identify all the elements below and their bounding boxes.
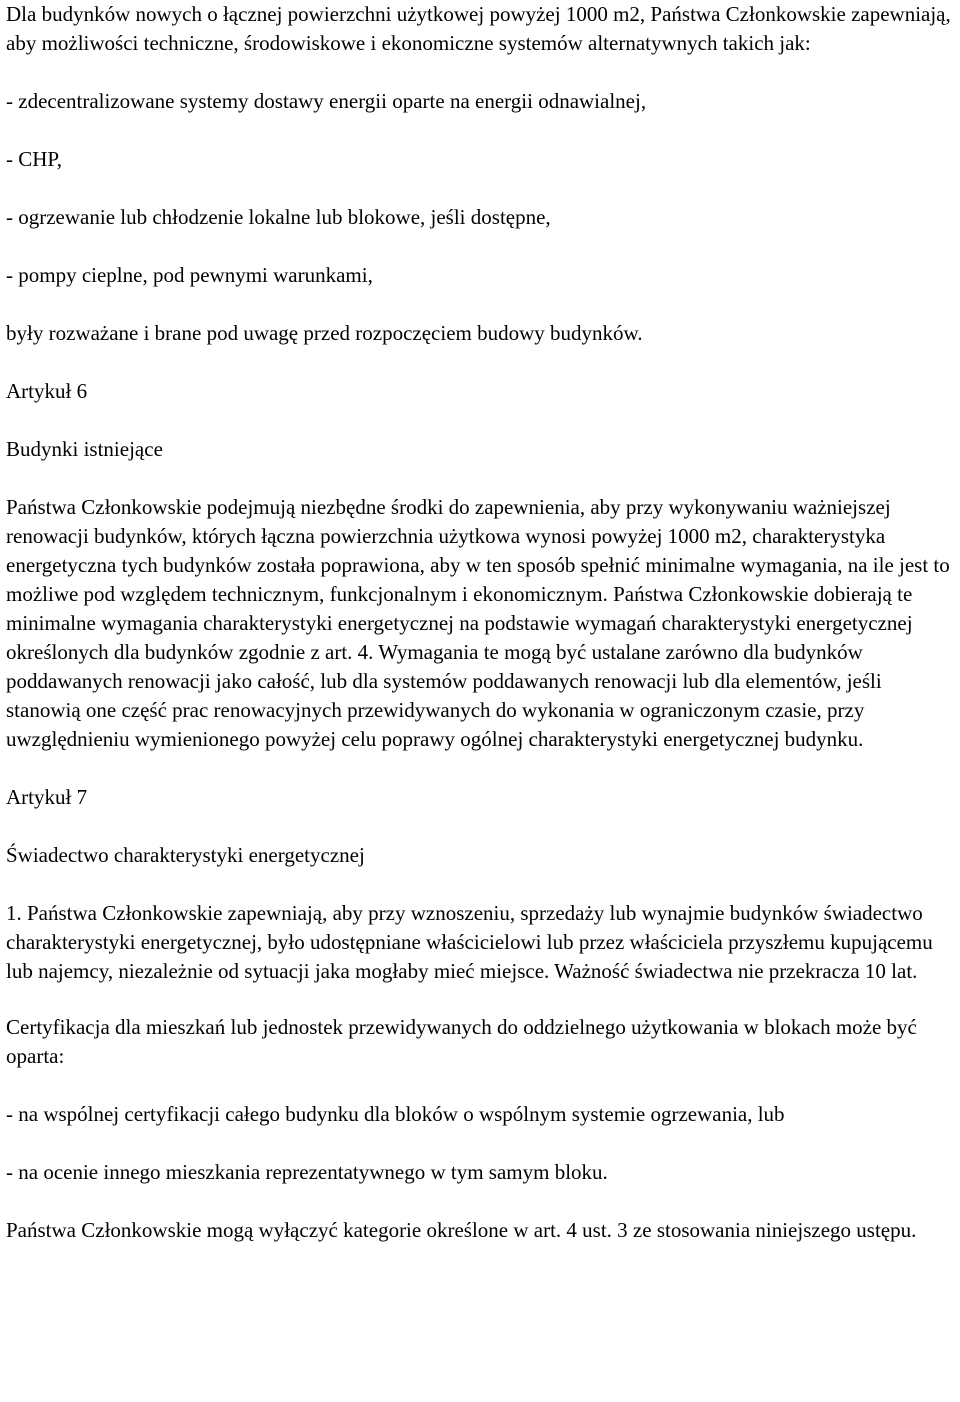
certification-paragraph: Certyfikacja dla mieszkań lub jednostek przewidywanych do oddzielnego użytkowania w blokach może być oparta: [6,1015,917,1068]
article-7-subheading: Świadectwo charakterystyki energetycznej [6,843,365,867]
article-6-heading: Artykuł 6 [6,379,88,403]
document-page [6,0,956,1245]
certification-option-shared: - na wspólnej certyfikacji całego budynku dla bloków o wspólnym systemie ogrzewania, lub [6,1102,785,1126]
certification-option-representative: - na ocenie innego mieszkania reprezentatywnego w tym samym bloku. [6,1160,608,1184]
article-6-body: Państwa Członkowskie podejmują niezbędne środki do zapewnienia, aby przy wykonywaniu ważniejszej renowacji budynków, których łączna powierzchnia użytkowa wynosi powyżej 1000 m2, charakterystyka energetyczna tych budynków została poprawiona, aby w ten sposób spełnić minimalne wymagania, na ile jest to możliwe pod względem technicznym, funkcjonalnym i ekonomicznym. Państwa Członkowskie dobierają te minimalne wymagania charakterystyki energetycznej na podstawie wymagań charakterystyki energetycznej określonych dla budynków zgodnie z art. 4. Wymagania te mogą być ustalane zarówno dla budynków poddawanych renowacji jako całość, lub dla systemów poddawanych renowacji lub dla elementów, jeśli stanowią one część prac renowacyjnych przewidywanych do wykonania w ograniczonym czasie, przy uwzględnieniu wymienionego powyżej celu poprawy ogólnej charakterystyki energetycznej budynku. [6,495,950,751]
list-item-district-heating: - ogrzewanie lub chłodzenie lokalne lub blokowe, jeśli dostępne, [6,205,551,229]
list-item-renewable: - zdecentralizowane systemy dostawy energii oparte na energii odnawialnej, [6,89,647,113]
list-item-chp: - CHP, [6,147,63,171]
article-7-heading: Artykuł 7 [6,785,88,809]
article-7-point-1: 1. Państwa Członkowskie zapewniają, aby przy wznoszeniu, sprzedaży lub wynajmie budynków świadectwo charakterystyki energetycznej, było udostępniane właścicielowi lub przez właściciela przyszłemu kupującemu lub najemcy, niezależnie od sytuacji jaka mogłaby mieć miejsce. Ważność świadectwa nie przekracza 10 lat. [6,901,933,983]
intro-paragraph: Dla budynków nowych o łącznej powierzchni użytkowej powyżej 1000 m2, Państwa Członkowskie zapewniają, aby możliwości techniczne, środowiskowe i ekonomiczne systemów alternatywnych takich jak: [6,2,951,55]
exclusion-paragraph: Państwa Członkowskie mogą wyłączyć kategorie określone w art. 4 ust. 3 ze stosowania niniejszego ustępu. [6,1218,917,1242]
article-6-subheading: Budynki istniejące [6,437,163,461]
list-item-heat-pumps: - pompy cieplne, pod pewnymi warunkami, [6,263,373,287]
closing-paragraph: były rozważane i brane pod uwagę przed rozpoczęciem budowy budynków. [6,321,643,345]
